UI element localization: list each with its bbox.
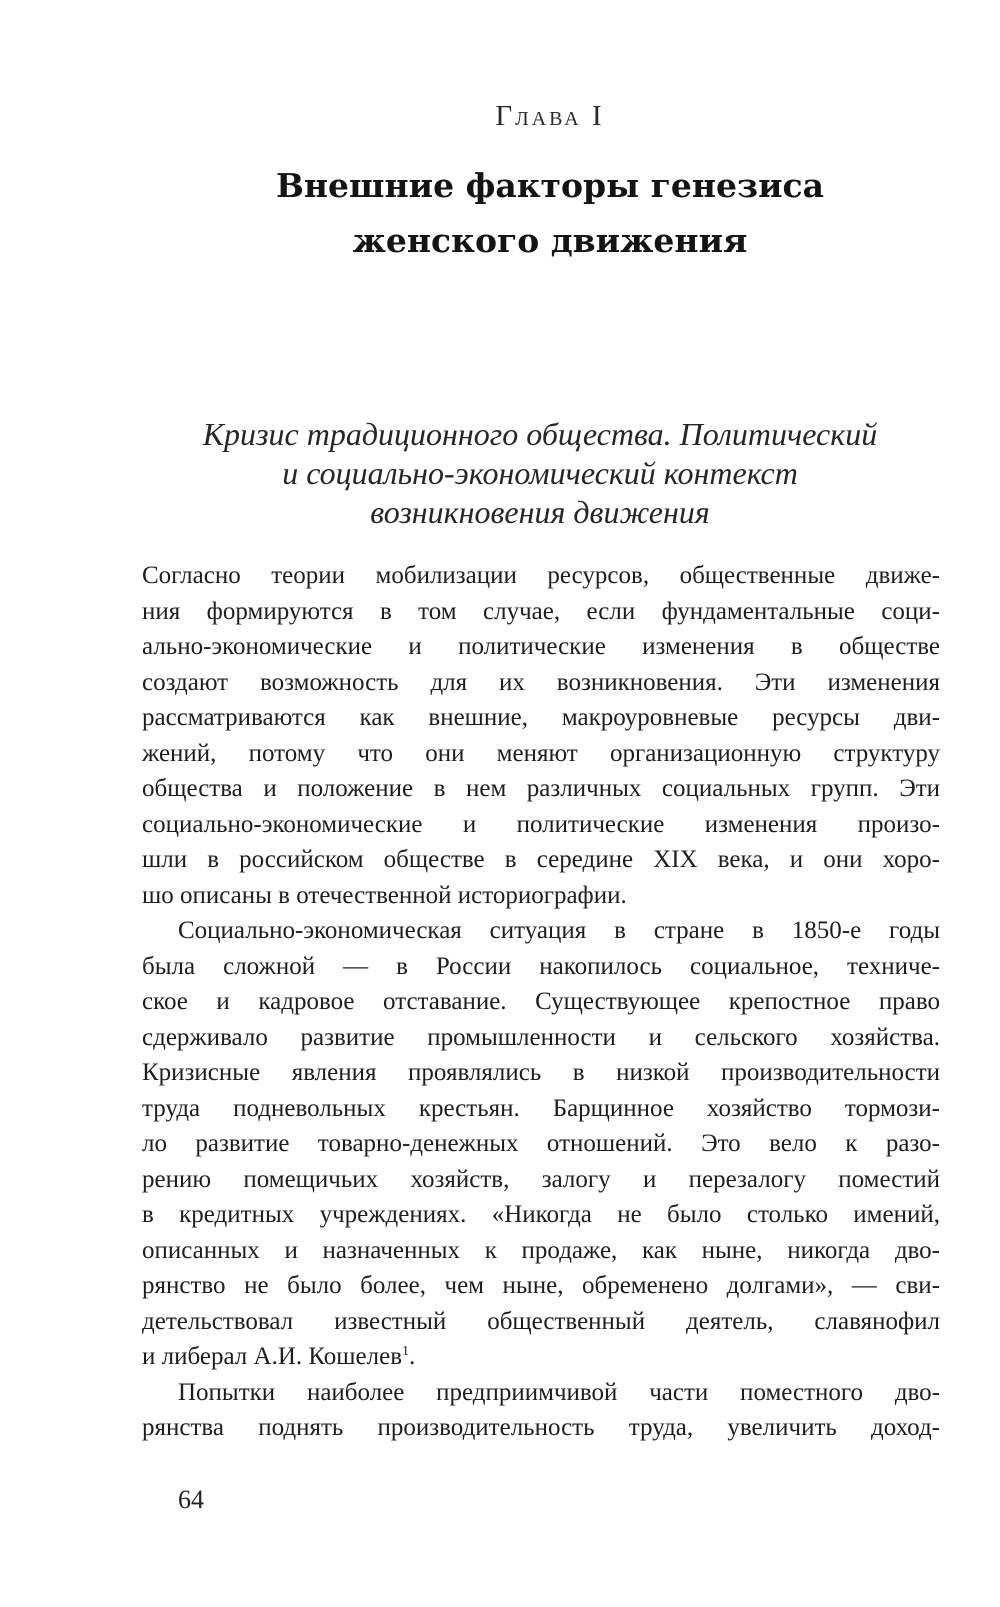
text-line: рянство не было более, чем ныне, обременено долгами», — сви- xyxy=(142,1272,940,1299)
text-line: рассматриваются как внешние, макроуровневые ресурсы дви- xyxy=(142,704,940,731)
text-line: общества и положение в нем различных социальных групп. Эти xyxy=(142,775,940,802)
text-line: шо описаны в отечественной историографии. xyxy=(142,881,627,909)
text-line: и либерал А.И. Кошелев xyxy=(142,1343,403,1370)
text-line: создают возможность для их возникновения. Эти изменения xyxy=(142,668,940,696)
text-line: Согласно теории мобилизации ресурсов, общественные движе- xyxy=(142,562,940,589)
footnote-ref[interactable]: 1 xyxy=(402,1344,410,1359)
text-line: сдерживало развитие промышленности и сельского хозяйства. xyxy=(142,1023,940,1051)
text-line: детельствовал известный общественный деятель, славянофил xyxy=(142,1307,940,1335)
text-line: в кредитных учреждениях. «Никогда не было столько имений, xyxy=(142,1201,940,1228)
chapter-label: Глава I xyxy=(495,100,605,132)
text-line: ло развитие товарно-денежных отношений. Это вело к разо- xyxy=(142,1130,940,1157)
section-title-line: Кризис традиционного общества. Политический xyxy=(202,416,878,452)
text-line-with-footnote: и либерал А.И. Кошелев$^1$. xyxy=(142,1343,416,1370)
text-line: ально-экономические и политические изменения в обществе xyxy=(142,633,940,660)
text-line: ское и кадровое отставание. Существующее крепостное право xyxy=(142,988,940,1015)
chapter-title xyxy=(0,158,1000,268)
text-line: социально-экономические и политические изменения произо- xyxy=(142,810,940,838)
text-line: жений, потому что они меняют организационную структуру xyxy=(142,739,940,767)
text-line: Социально-экономическая ситуация в стране в 1850-е годы xyxy=(178,917,940,944)
text-line: ния формируются в том случае, если фундаментальные соци- xyxy=(142,597,940,625)
text-line: описанных и назначенных к продаже, как ныне, никогда дво- xyxy=(142,1236,940,1264)
chapter-title-line: Внешние факторы генезиса xyxy=(275,166,825,205)
text-line: труда подневольных крестьян. Барщинное хозяйство тормози- xyxy=(142,1094,940,1122)
text-line: Кризисные явления проявлялись в низкой производительности xyxy=(142,1059,940,1086)
section-title-line: и социально-экономический контекст xyxy=(282,455,798,491)
text-line: рянства поднять производительность труда, увеличить доход- xyxy=(142,1414,940,1441)
page-number: 64 xyxy=(178,1485,204,1514)
section-title-line: возникновения движения xyxy=(370,494,710,530)
body-text xyxy=(142,558,940,1446)
text-line: была сложной — в России накопилось социальное, техниче- xyxy=(142,952,940,980)
chapter-title-line: женского движения xyxy=(352,221,748,260)
section-title xyxy=(140,415,940,532)
text-line: Попытки наиболее предприимчивой части поместного дво- xyxy=(178,1378,940,1406)
text-line: шли в российском обществе в середине XIX века, и они хоро- xyxy=(142,846,940,873)
text-line: рению помещичьих хозяйств, залогу и перезалогу поместий xyxy=(142,1165,940,1193)
